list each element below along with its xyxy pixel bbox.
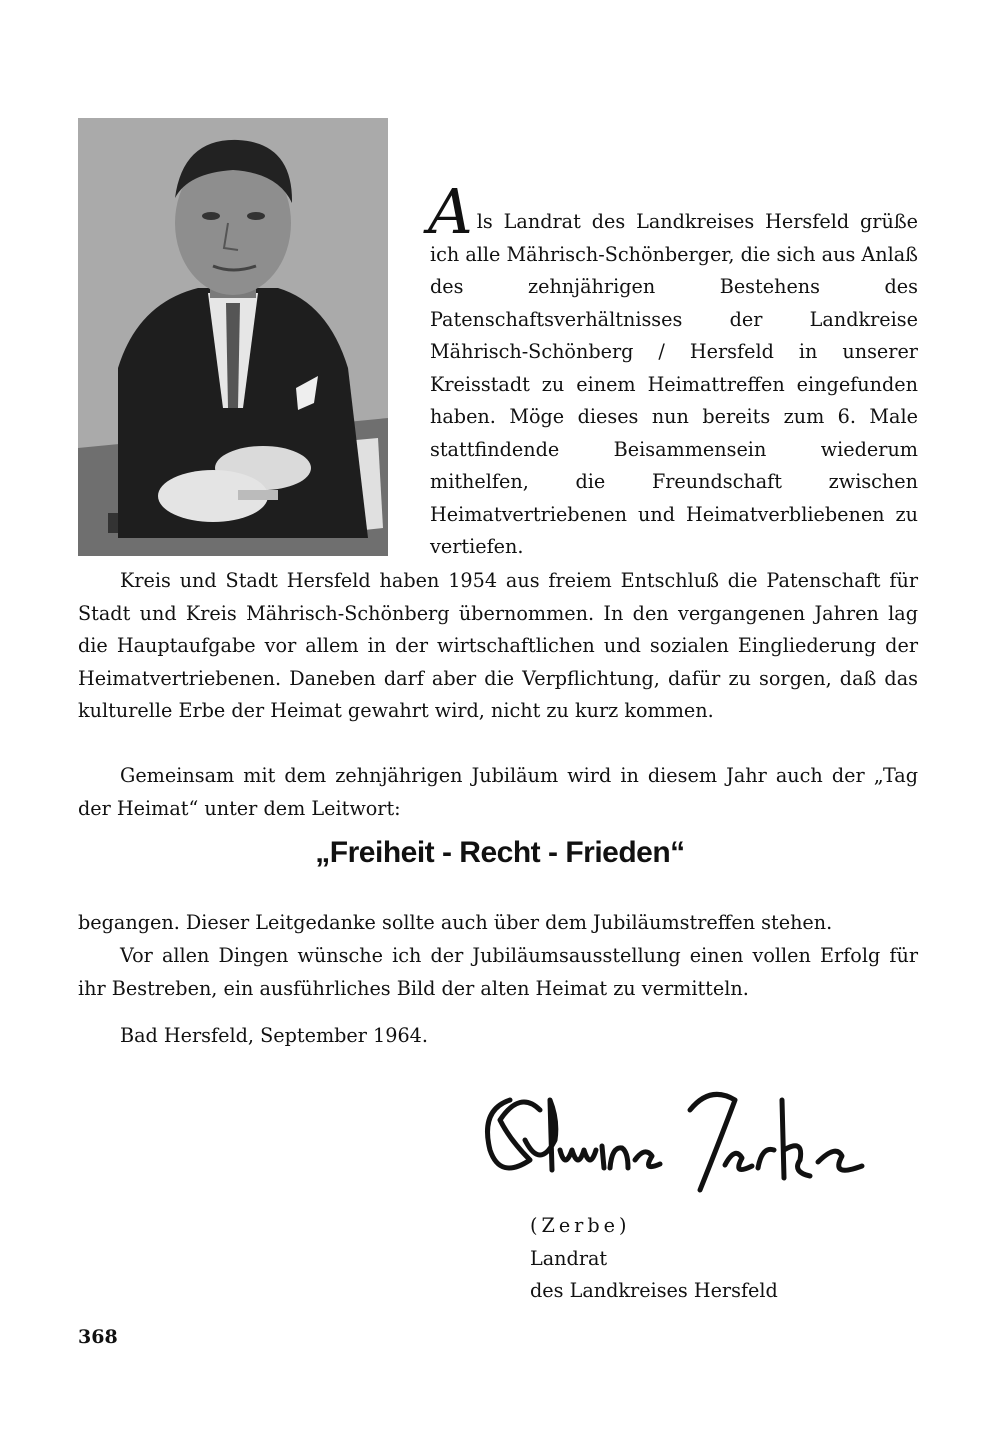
paragraph-begangen: begangen. Dieser Leitgedanke sollte auch über dem Jubiläumstreffen stehen. (78, 911, 833, 934)
intro-text: ls Landrat des Landkreises Hersfeld grüße ich alle Mährisch-Schönberger, die sich aus Anlaß des zehnjährigen Bestehens des Patenschaftsverhältnisses der Landkreise Mährisch-Schönberg / Hersfeld in unserer Kreisstadt zu einem Heimattreffen eingefunden haben. Möge dieses nun bereits zum 6. Male stattfindende Beisammensein wiederum mithelfen, die Freundschaft zwischen Heimatvertriebenen und Heimatverbliebenen zu vertiefen. (430, 210, 918, 558)
handwritten-signature (470, 1080, 890, 1200)
signatory-title: Landrat (530, 1246, 608, 1270)
dateline: Bad Hersfeld, September 1964. (120, 1024, 428, 1047)
portrait-photo (78, 118, 388, 556)
intro-dropcap: A (428, 175, 473, 248)
intro-paragraph (428, 175, 918, 564)
page-number: 368 (78, 1326, 118, 1348)
signatory-name: (Zerbe) (530, 1214, 631, 1237)
paragraph-tag-der-heimat: Gemeinsam mit dem zehnjährigen Jubiläum wird in diesem Jahr auch der „Tag der Heimat“ unter dem Leitwort: (78, 764, 918, 820)
portrait-photo-drawing (78, 118, 388, 556)
signature-block (530, 1210, 778, 1308)
paragraph-patenschaft: Kreis und Stadt Hersfeld haben 1954 aus freiem Entschluß die Patenschaft für Stadt und Kreis Mährisch-Schönberg übernommen. In den vergangenen Jahren lag die Hauptaufgabe vor allem in der wirtschaftlichen und sozialen Eingliederung der Heimatvertriebenen. Daneben darf aber die Verpflichtung, dafür zu sorgen, daß das kulturelle Erbe der Heimat gewahrt wird, nicht zu kurz kommen. (78, 569, 918, 722)
motto-heading: „Freiheit - Recht - Frieden“ (315, 836, 685, 869)
paragraph-wishes: Vor allen Dingen wünsche ich der Jubiläumsausstellung einen vollen Erfolg für ihr Bestreben, ein ausführliches Bild der alten Heimat zu vermitteln. (78, 944, 918, 1000)
signatory-office: des Landkreises Hersfeld (530, 1279, 778, 1302)
